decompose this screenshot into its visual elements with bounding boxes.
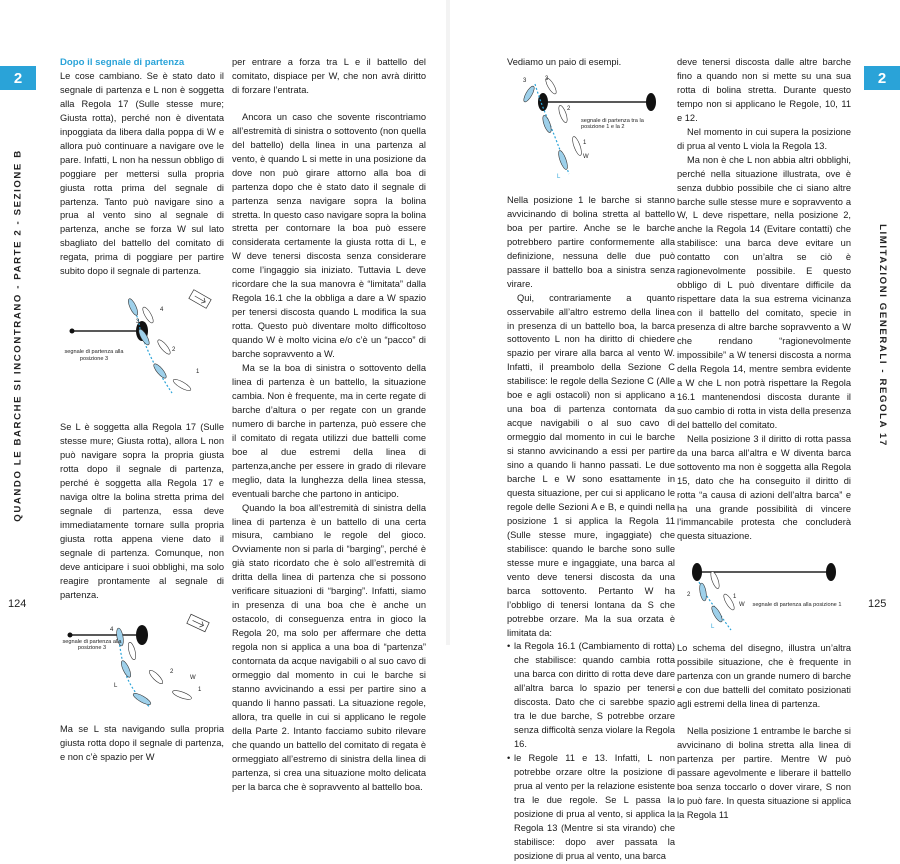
svg-text:4: 4 xyxy=(110,626,114,633)
wind-arrow-icon xyxy=(187,614,209,632)
paragraph: per entrare a forza tra L e il battello del comitato, dispiace per W, che non avrà diritto di forzare l’entrata. xyxy=(232,57,426,95)
svg-text:W: W xyxy=(583,153,589,160)
svg-text:3: 3 xyxy=(545,75,549,82)
bullet-item: • la Regola 16.1 (Cambiamento di rotta) che stabilisce: quando cambia rotta una barca con diritto di rotta deve dare all’altra barca lo spazio per tenersi discosta. Dato che ci sarebbe spazio tra le due barche, S potrebbe orzare senza difficoltà senza violare la Regola 16. xyxy=(507,640,675,752)
svg-text:L: L xyxy=(114,682,118,689)
svg-text:W: W xyxy=(190,674,196,681)
bullet-item: • le Regole 11 e 13. Infatti, L non potrebbe orzare oltre la posizione di prua al vento per la relazione esistente tra le due regole. Se L passa la posizione di prua al vento, si applica la Regola 13 (Mentre si sta virando) che stabilisce: dopo aver passata la posizione di prua al vento, una barca xyxy=(507,752,675,864)
svg-text:1: 1 xyxy=(196,369,200,376)
svg-text:L: L xyxy=(711,624,715,631)
svg-text:W: W xyxy=(739,602,745,609)
svg-text:4: 4 xyxy=(160,307,164,314)
figure-diagram-4 xyxy=(677,552,851,632)
side-title: LIMITAZIONI GENERALI - REGOLA 17 xyxy=(876,223,888,447)
paragraph: Le cose cambiano. Se è stato dato il segnale di partenza e L non è soggetta alla Regola 17 (Sulle stesse mure; Giusta rotta), perché non è diventata inpoggiata da libera dalla poppa di W e allora può continuare a navigare ove le pare. Infatti, L non ha nessun obbligo di poggiare per mettersi sulla propria giusta rotta prima del segnale di partenza. Tanto può navigare sino a prua al vento sino al segnale di partenza, anche se forza W sul lato sbagliato del battello del comitato di regata, prima di poggiare per partire subito dopo il segnale di partenza. xyxy=(60,70,224,277)
left-page-column-2 xyxy=(232,56,426,795)
figure-caption: segnale di partenza alla posizione 1 xyxy=(752,602,842,609)
white-boat-icons xyxy=(127,641,193,701)
paragraph: Qui, contrariamente a quanto osservabile all’altro estremo della linea in presenza di un battello boa, la barca sottovento L non ha diritto di chiedere spazio per virare alla barca al vento W. Infatti, il preambolo della Sezione C stabilisce: le regole della Sezione C (Alle boe e agli ostacoli) non si applicano a una boa di partenza contornata da acque navigabili o al suo cavo di ormeggio dal momento in cui le barche si stanno avvicinando a essi per partire sino a quando li hanno passati. Le due barche L e W sono esattamente in questa situazione, per cui si applicano le regole delle Sezioni A e B, e quindi nella posizione 1 si applica la Regola 11 (Sulle stesse mure, ingaggiate) che stabilisce: quando le barche sono sulle stesse mure e ingaggiate, una barca al vento deve tenersi discosta da una barca sottovento. Pertanto W ha l’obbligo di tenersi lontana da S che potrebbe orzare. Ma la sua orzata è limitata da: xyxy=(507,292,675,638)
wind-arrow-icon xyxy=(189,290,211,309)
paragraph: Lo schema del disegno, illustra un’altra possibile situazione, che è frequente in partenza con un grande numero di barche e con due battelli del comitato posizionati agli estremi della linea di partenza. xyxy=(677,643,851,710)
paragraph: Ma se L sta navigando sulla propria giusta rotta dopo il segnale di partenza, e non c’è spazio per W xyxy=(60,723,224,762)
mark-buoy-icon xyxy=(70,329,75,334)
committee-boat-icon xyxy=(826,563,836,581)
svg-text:1: 1 xyxy=(733,594,737,601)
figure-diagram-1 xyxy=(60,289,224,411)
left-page xyxy=(0,0,450,792)
section-heading: Dopo il segnale di partenza xyxy=(60,57,185,68)
paragraph: Ancora un caso che sovente riscontriamo all’estremità di sinistra o sottovento (non quella del battello) della linea in una partenza al vento, è quando L si mette in una posizione da dove non può girare attorno alla boa di partenza dopo che è stato dato il segnale di partenza senza navigare sopra la bolina stretta. In questo caso navigare sopra la bolina stretta per contornare la boa può essere considerata certamente la giusta rotta di L, e W deve tenersi discosta senza considerare come l’ingaggio sia iniziato. Tuttavia L deve ricordare che la sua manovra è “limitata” dalla Regola 16.1 che la obbliga a dare a W spazio per tenersi discosta quando L modifica la sua rotta. Questo può diventare molto difficoltoso quando W è molto vicina e/o c’è un “pacco” di barche sopravvento a W. xyxy=(232,111,426,360)
committee-boat-icon xyxy=(136,625,148,645)
paragraph: Se L è soggetta alla Regola 17 (Sulle stesse mure; Giusta rotta), allora L non può navigare sopra la propria giusta rotta dopo il segnale di partenza, perché è soggetta alla Regola 17 e naviga oltre la bolina stretta prima del segnale di partenza, essa deve immediatamente tornare sulla propria giusta rotta appena viene dato il segnale di partenza. Comunque, non deve anticipare i suoi obblighi, ma solo reagire prontamente al segnale di partenza. xyxy=(60,422,224,600)
chapter-tab: 2 xyxy=(0,66,36,90)
figure-diagram-2 xyxy=(60,613,224,713)
paragraph: deve tenersi discosta dalle altre barche fino a quando non si mette su una sua rotta di bolina stretta. Durante questo tempo non si applicano le Regole, 10, 11 e 12. xyxy=(677,57,851,123)
page-number: 125 xyxy=(868,598,887,610)
svg-text:2: 2 xyxy=(170,668,174,675)
white-boat-icons xyxy=(709,571,736,612)
svg-text:3: 3 xyxy=(136,319,140,326)
svg-text:L: L xyxy=(557,173,561,180)
right-page-column-2 xyxy=(677,56,851,823)
chapter-tab: 2 xyxy=(864,66,900,90)
paragraph: Ma non è che L non abbia altri obblighi, perché nella situazione illustrata, ove è senza dubbio possibile che ci siano altre barche sulle stesse mure e sopravvento a W, L deve rispettare, nella posizione 2, anche la Regola 14 (Evitare contatti) che stabilisce: una barca deve evitare un contatto con un’altra se ciò è ragionevolmente possibile. E questo obbligo di L può diventare difficile da rispettare data la sua estrema vicinanza con il battello del comitato, specie in presenza di altre barche sopravvento a W che rendano “ragionevolmente impossibile” a W tenersi discosta a norma della Regola 14, mentre sembra evidente a W che L non potrà rispettare la Regola 16.1 mantenendosi discosta durante il suo cambio di rotta in vista della presenza del battello del comitato. xyxy=(677,154,851,430)
svg-text:1: 1 xyxy=(198,686,202,693)
position-numbers xyxy=(110,627,202,693)
right-page-column-1 xyxy=(507,56,675,864)
white-boat-icons xyxy=(141,306,192,393)
figure-caption: segnale di partenza tra la posizione 1 e la 2 xyxy=(581,117,644,131)
figure-caption: segnale di partenza alla posizione 3 xyxy=(64,349,124,362)
paragraph: Ma se la boa di sinistra o sottovento della linea di partenza è un battello, la situazione cambia. Non è frequente, ma in certe regate di barche d’altura o per regate con un grande numero di barche in partenza, può essere che il comitato di regata utilizzi due battelli come boe al due estremi della linea di partenza,anche per essere in grado di rilevare meglio, data la lunghezza della linea stessa, eventuali barche che partono in anticipo. xyxy=(232,363,426,499)
paragraph: Nella posizione 3 il diritto di rotta passa da una barca all’altra e W diventa barca sottovento ma non è soggetta alla Regola 15, dato che ha conseguito il diritto di rotta “a causa di azioni dell’altra barca” e ha una grande possibilità di vincere l’immancabile protesta che concluderà questa situazione. xyxy=(677,433,851,542)
left-page-column-1 xyxy=(60,56,224,765)
white-boat-icons xyxy=(544,77,583,157)
paragraph: Nel momento in cui supera la posizione di prua al vento L viola la Regola 13. xyxy=(677,126,851,151)
right-page xyxy=(450,0,900,861)
paragraph: Quando la boa all’estremità di sinistra della linea di partenza è un battello di una certa misura, cambiano le regole del gioco. Ovviamente non si parla di “barging”, perché è già stato ricordato che è solo all’estremità di dritta della linea di partenza che si possono verificare situazioni di “barging”. Infatti, siamo in presenza di una boa che è anche un ostacolo, di conseguenza entra in gioco la Regola 20, ma solo per affermare che detta regola non si applica a una boa di “partenza” contornata da acque navigabili o al suo cavo di ormeggio dal momento in cui le barche si stanno avvicinando a essi per partire sino a quando li hanno passati. La situazione regole, allora, tra quelle in cui si applicano le regole della Parte 2. Intanto facciamo subito rilevare che quando un battello del comitato di regata è ormeggiato all’estremo di sinistra della linea di partenza, si crea una situazione molto delicata per la barca che è sopravvento al battello boa. xyxy=(232,502,426,792)
paragraph: Vediamo un paio di esempi. xyxy=(507,57,622,67)
svg-text:1: 1 xyxy=(583,139,587,146)
start-line-diagram xyxy=(60,613,224,713)
page-number: 124 xyxy=(8,598,27,610)
svg-text:2: 2 xyxy=(567,105,571,112)
figure-caption: segnale di partenza alla posizione 3 xyxy=(62,638,122,652)
svg-text:2: 2 xyxy=(687,592,691,599)
mark-buoy-icon xyxy=(68,632,73,637)
side-title: QUANDO LE BARCHE SI INCONTRANO - PARTE 2 - SEZIONE B xyxy=(12,148,24,522)
committee-boat-icon xyxy=(646,93,656,111)
figure-diagram-3 xyxy=(507,74,675,184)
paragraph: Nella posizione 1 le barche si stanno avvicinando di bolina stretta al battello boa per partire. Anche se le barche potrebbero partire conformemente alla definizione, nessuna delle due può passare il battello boa a sinistra senza virare. xyxy=(507,194,675,289)
svg-text:2: 2 xyxy=(172,347,176,354)
committee-boat-icon xyxy=(692,563,702,581)
svg-text:3: 3 xyxy=(523,77,527,84)
start-line-diagram xyxy=(677,552,851,632)
paragraph: Nella posizione 1 entrambe le barche si avvicinano di bolina stretta alla linea di partenza per partire. Mentre W può passare agevolmente e liberare il battello boa senza toccarlo o dover virare, S non lo può fare. In questa situazione si applica la Regola 11 xyxy=(677,726,851,820)
